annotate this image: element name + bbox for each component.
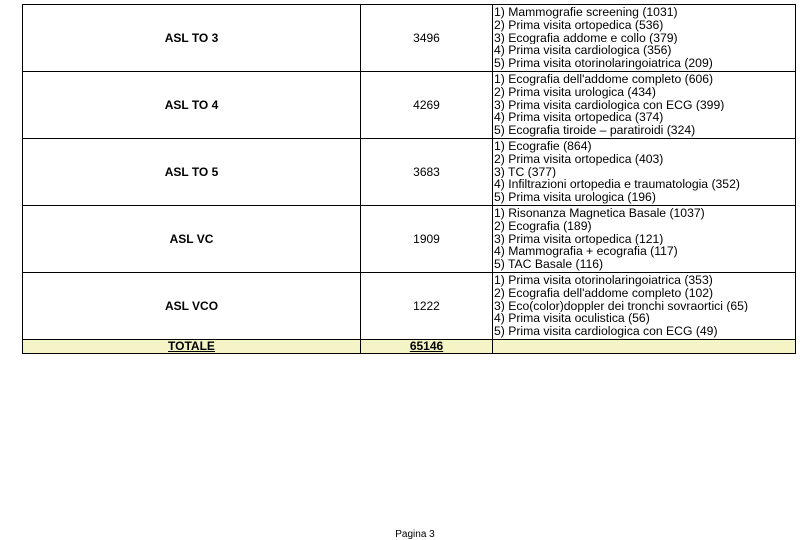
table-row [23,273,796,340]
total-value: 65146 [409,339,444,353]
asl-name: ASL TO 5 [23,139,361,206]
list-item: 3) TC (377) [494,165,557,179]
list-item: 1) Prima visita otorinolaringoiatrica (353) [494,274,713,287]
list-item: 5) Prima visita cardiologica con ECG (49) [494,325,718,338]
asl-name: ASL VCO [23,273,361,340]
list-item: 3) Eco(color)doppler dei tronchi sovraortici (65) [494,299,749,313]
top-services-list [493,72,796,139]
list-item: 1) Ecografia dell'addome completo (606) [494,73,714,86]
total-empty-cell [493,340,796,354]
table-row [23,72,796,139]
table-row [23,206,796,273]
top-services-list [493,206,796,273]
list-item: 4) Prima visita oculistica (56) [494,312,650,326]
top-services-list [493,139,796,206]
list-item: 2) Ecografia dell'addome completo (102) [494,286,714,300]
list-item: 3) Ecografia addome e collo (379) [494,31,678,45]
list-item: 2) Prima visita ortopedica (536) [494,18,664,32]
list-item: 5) Prima visita urologica (196) [494,191,656,204]
asl-count: 1909 [361,206,493,273]
total-row [23,340,796,354]
list-item: 4) Mammografia + ecografia (117) [494,245,678,259]
list-item: 1) Mammografie screening (1031) [494,6,678,19]
total-value-cell [361,340,493,354]
asl-count: 1222 [361,273,493,340]
asl-count: 3496 [361,5,493,72]
page-number: Pagina 3 [395,529,435,540]
total-label: TOTALE [168,339,215,353]
list-item: 5) TAC Basale (116) [494,258,604,271]
list-item: 2) Prima visita ortopedica (403) [494,152,664,166]
asl-name: ASL VC [23,206,361,273]
asl-count: 4269 [361,72,493,139]
table-row [23,5,796,72]
list-item: 1) Risonanza Magnetica Basale (1037) [494,207,705,220]
list-item: 4) Prima visita ortopedica (374) [494,111,664,125]
asl-name: ASL TO 4 [23,72,361,139]
list-item: 1) Ecografie (864) [494,140,592,153]
list-item: 2) Ecografia (189) [494,219,592,233]
list-item: 5) Prima visita otorinolaringoiatrica (209) [494,57,713,70]
total-label-cell [23,340,361,354]
top-services-list [493,273,796,340]
asl-name: ASL TO 3 [23,5,361,72]
list-item: 3) Prima visita ortopedica (121) [494,232,664,246]
list-item: 2) Prima visita urologica (434) [494,85,656,99]
list-item: 4) Infiltrazioni ortopedia e traumatologia (352) [494,178,740,192]
asl-summary-table [22,4,796,354]
list-item: 3) Prima visita cardiologica con ECG (399) [494,98,725,112]
list-item: 5) Ecografia tiroide – paratiroidi (324) [494,124,696,137]
asl-count: 3683 [361,139,493,206]
table-row [23,139,796,206]
top-services-list [493,5,796,72]
list-item: 4) Prima visita cardiologica (356) [494,44,672,58]
